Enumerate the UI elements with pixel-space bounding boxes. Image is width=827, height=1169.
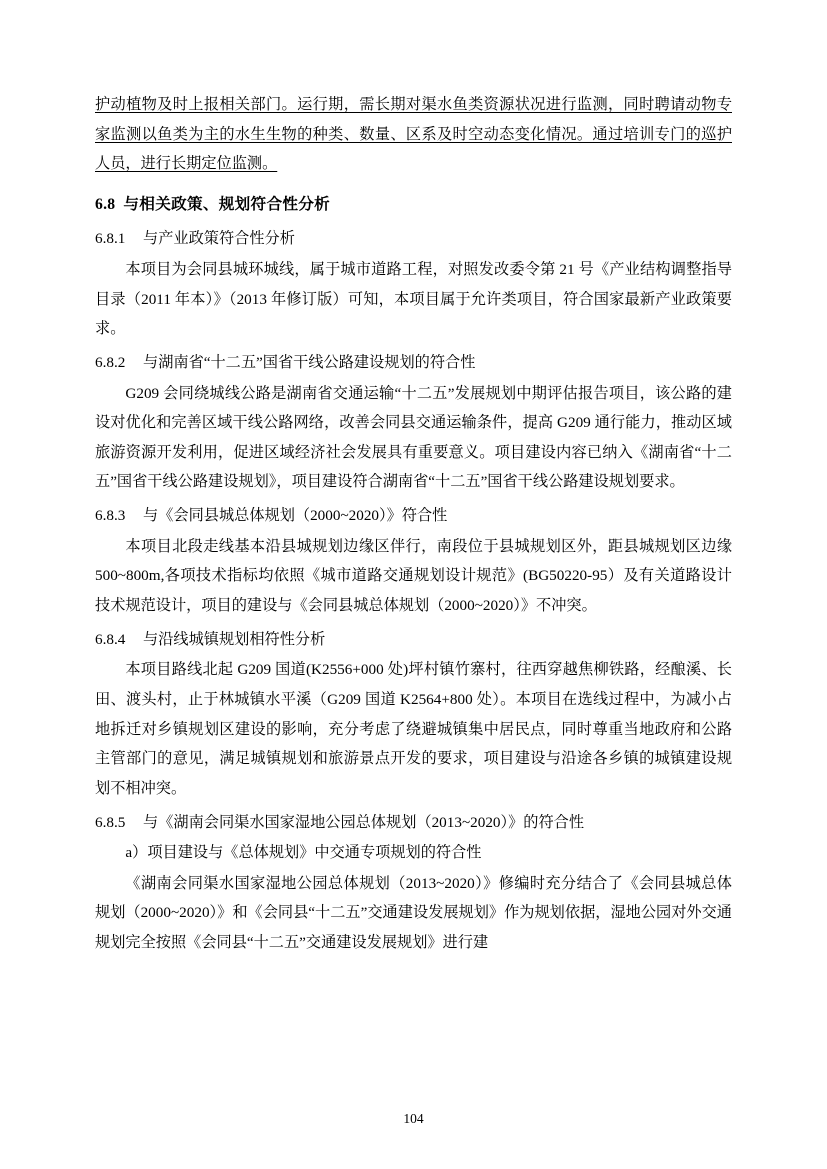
- section-heading-6-8: [95, 190, 732, 220]
- subsection-heading-6-8-5: [95, 808, 732, 838]
- subsection-heading-6-8-1: [95, 224, 732, 254]
- paragraph-6-8-3-1: 本项目北段走线基本沿县城规划边缘区伴行，南段位于县城规划区外，距县城规划区边缘 500~800m,各项技术指标均依照《城市道路交通规划设计规范》(BG50220-95）及有关道路设计技术规范设计，项目的建设与《会同县城总体规划（2000~2020）》不冲突。: [95, 537, 732, 615]
- page-number-footer: 104: [403, 1111, 424, 1126]
- paragraph-6-8-4-1: 本项目路线北起 G209 国道(K2556+000 处)坪村镇竹寨村，往西穿越焦柳铁路，经酿溪、长田、渡头村，止于林城镇水平溪（G209 国道 K2564+800 处）。本项目在选线过程中，为减小占地拆迁对乡镇规划区建设的影响，充分考虑了绕避城镇集中居民点，同时尊重当地政府和公路主管部门的意见，满足城镇规划和旅游景点开发的要求，项目建设与沿途各乡镇的城镇建设规划不相冲突。: [95, 661, 732, 797]
- subsection-heading-6-8-4: [95, 625, 732, 655]
- paragraph-6-8-5-a-1: 《湖南会同渠水国家湿地公园总体规划（2013~2020）》修编时充分结合了《会同县城总体规划（2000~2020）》和《会同县“十二五”交通建设发展规划》作为规划依据，湿地公园对外交通规划完全按照《会同县“十二五”交通建设发展规划》进行建: [95, 874, 732, 952]
- subsection-number: 6.8.5: [95, 813, 126, 831]
- subsection-title: 与《湖南会同渠水国家湿地公园总体规划（2013~2020）》的符合性: [143, 813, 585, 831]
- subsection-heading-6-8-3: [95, 501, 732, 531]
- subsection-heading-6-8-2: [95, 348, 732, 378]
- section-number: 6.8: [95, 195, 116, 213]
- subsection-title: 与产业政策符合性分析: [143, 230, 295, 248]
- document-body: [95, 90, 732, 958]
- paragraph-6-8-1-1: 本项目为会同县城环城线，属于城市道路工程，对照发改委令第 21 号《产业结构调整指导目录（2011 年本）》（2013 年修订版）可知，本项目属于允许类项目，符合国家最新产业政策要求。: [95, 260, 732, 338]
- sub-item-label-a: a）项目建设与《总体规划》中交通专项规划的符合性: [125, 844, 482, 862]
- subsection-number: 6.8.3: [95, 507, 126, 525]
- subsection-title: 与沿线城镇规划相符性分析: [143, 630, 326, 648]
- subsection-title: 与湖南省“十二五”国省干线公路建设规划的符合性: [143, 353, 476, 371]
- subsection-number: 6.8.1: [95, 230, 126, 248]
- subsection-title: 与《会同县城总体规划（2000~2020）》符合性: [143, 507, 448, 525]
- subsection-number: 6.8.2: [95, 353, 126, 371]
- paragraph-6-8-2-1: G209 会同绕城线公路是湖南省交通运输“十二五”发展规划中期评估报告项目，该公路的建设对优化和完善区域干线公路网络，改善会同县交通运输条件，提高 G209 通行能力，推动区域旅游资源开发利用，促进区域经济社会发展具有重要意义。项目建设内容已纳入《湖南省“十二五”国省干线公路建设规划》，项目建设符合湖南省“十二五”国省干线公路建设规划要求。: [95, 384, 732, 491]
- section-title: 与相关政策、规划符合性分析: [123, 195, 331, 213]
- subsection-number: 6.8.4: [95, 630, 126, 648]
- paragraph-continued-top: 护动植物及时上报相关部门。运行期，需长期对渠水鱼类资源状况进行监测，同时聘请动物专家监测以鱼类为主的水生生物的种类、数量、区系及时空动态变化情况。通过培训专门的巡护人员，进行长期定位监测。: [95, 96, 732, 173]
